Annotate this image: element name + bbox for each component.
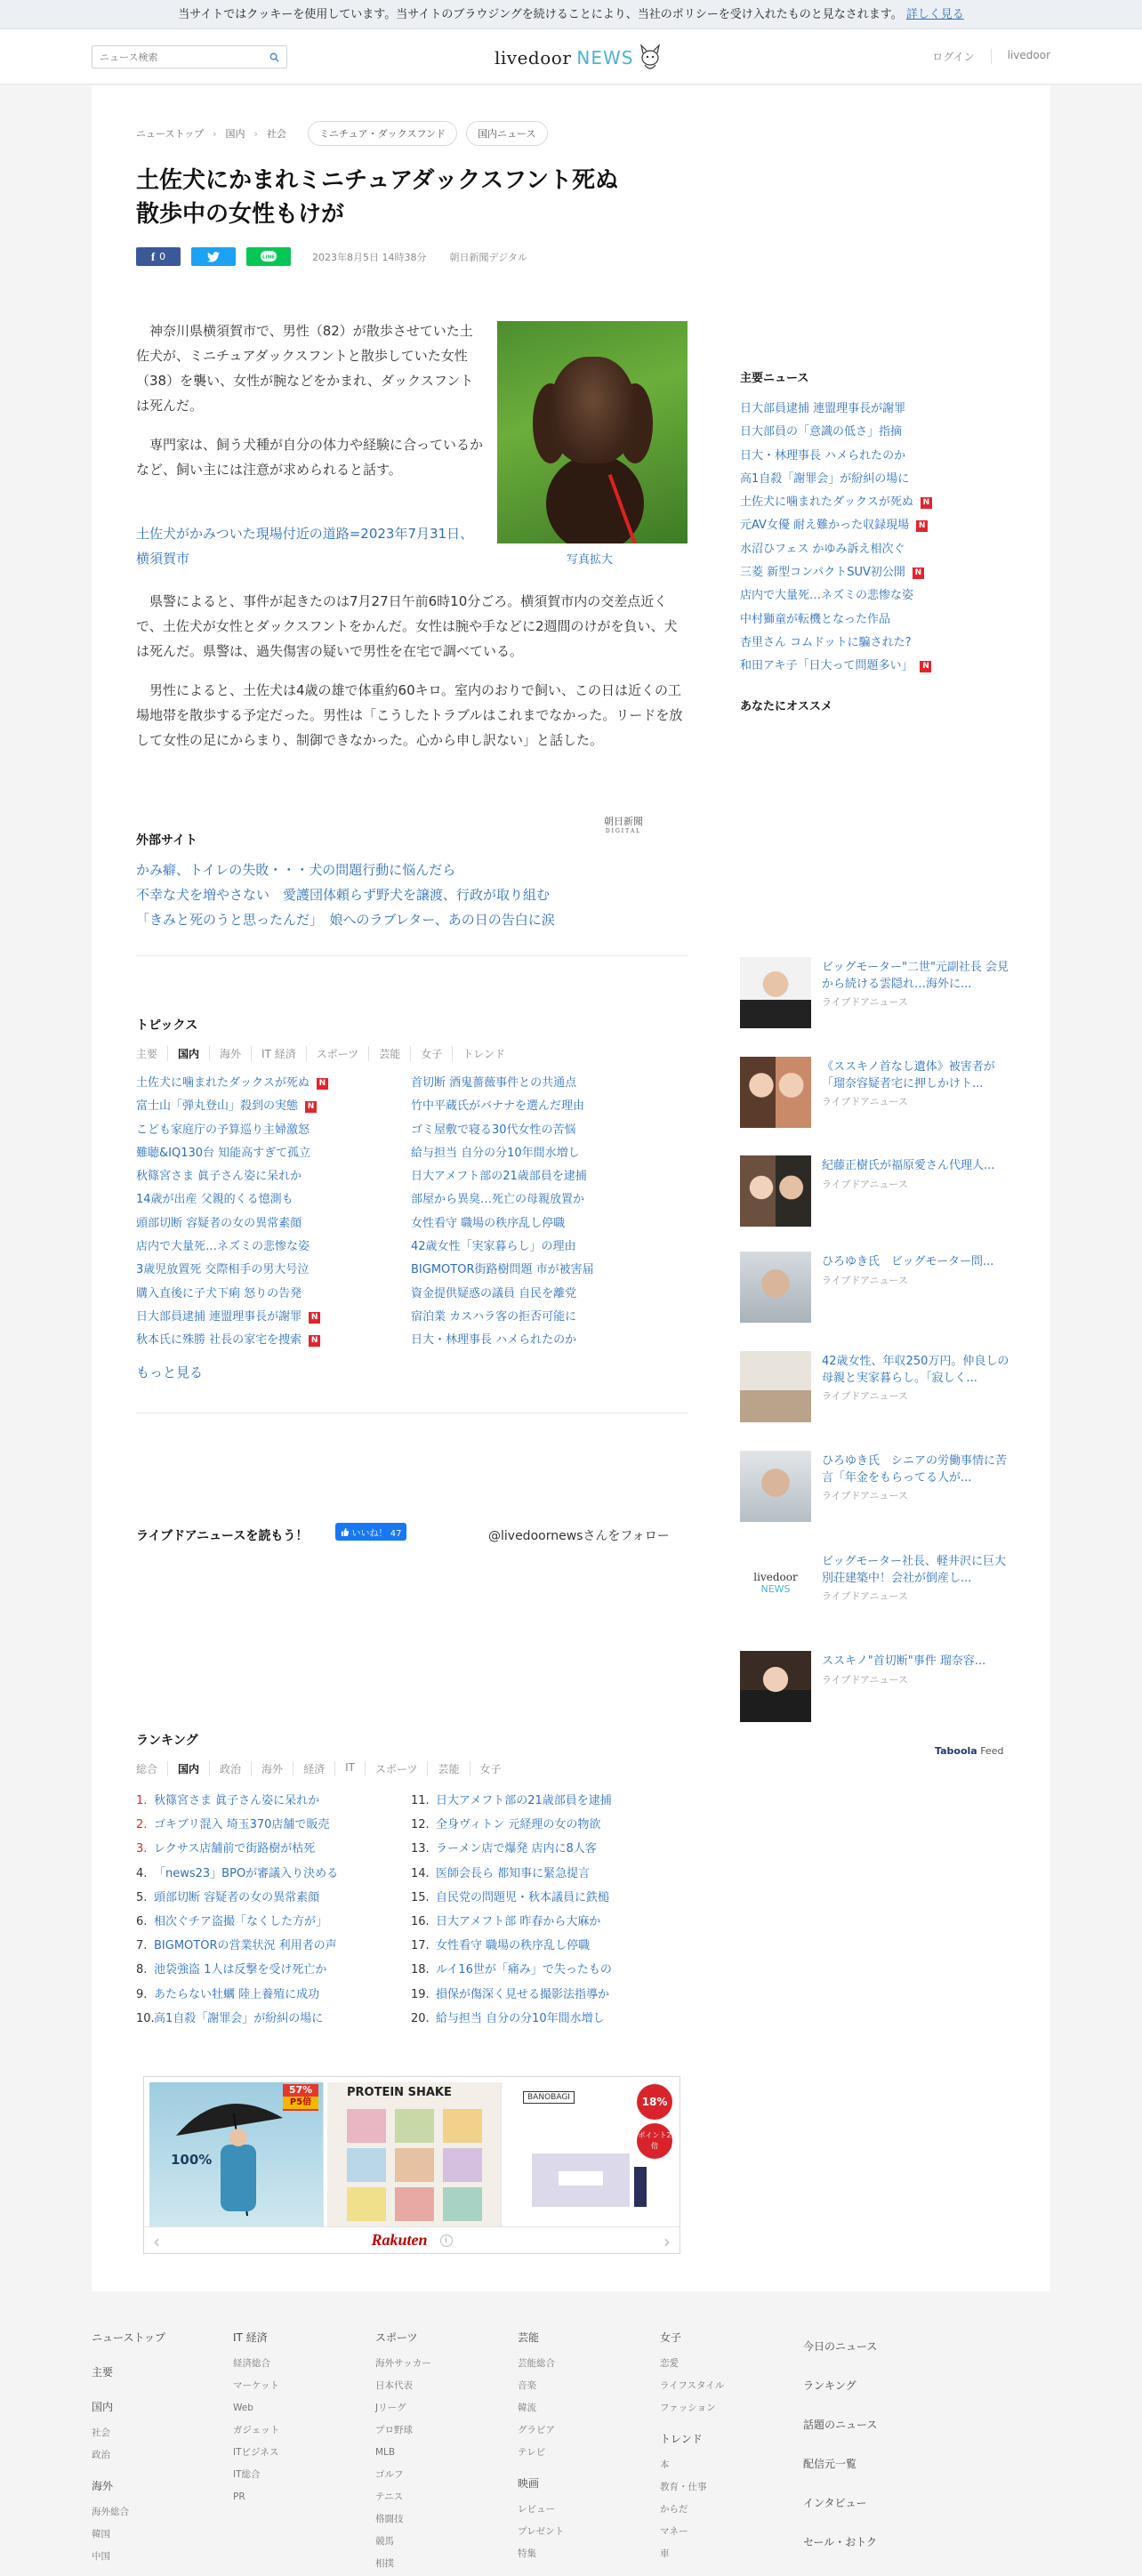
twitter-icon <box>207 252 220 262</box>
recommend-title[interactable]: ひろゆき氏 ビッグモーター問... <box>822 1255 994 1268</box>
ranking-list-right <box>411 1789 612 2031</box>
ranking-tab[interactable]: 海外 <box>251 1761 293 1776</box>
ranking-tab[interactable]: 女子 <box>470 1761 511 1776</box>
main-news-item[interactable]: 元AV女優 耐え難かった収録現場 N <box>740 514 932 537</box>
photo-zoom-link[interactable]: 写真拡大 <box>567 553 614 567</box>
ranking-number: 9. <box>136 1987 148 2001</box>
topics-tabs <box>136 1046 515 1061</box>
topic-item[interactable]: 店内で大量死…ネズミの悲惨な姿 <box>136 1240 310 1254</box>
footer-col-it: IT 経済 経済総合 マーケット Web ガジェット ITビジネス IT総合 PR <box>233 2331 280 2502</box>
ranking-item[interactable]: 20. 給与担当 自分の分10年間水増し <box>411 2007 612 2031</box>
external-link[interactable]: 「きみと死のうと思ったんだ」 娘へのラブレター、あの日の告白に涙 <box>136 912 555 928</box>
main-news-item[interactable]: 水沼ひフェス かゆみ訴え相次ぐ <box>740 542 905 556</box>
share-bar <box>136 247 527 266</box>
svg-text:LINE: LINE <box>262 254 275 260</box>
twitter-share-button[interactable] <box>191 247 236 266</box>
recommend-source: ライブドアニュース <box>822 1179 908 1190</box>
topic-item[interactable]: ゴミ屋敷で寝る30代女性の苦悩 <box>411 1123 576 1137</box>
article-paragraph: 神奈川県横須賀市で、男性（82）が散歩させていた土佐犬が、ミニチュアダックスフントと散歩していた女性（38）を襲い、女性が腕などをかまれ、ダックスフントは死んだ。 <box>136 323 474 414</box>
search-input[interactable] <box>92 46 261 68</box>
asahi-logo: 朝日新聞 DIGITAL <box>604 816 643 834</box>
new-badge-icon: N <box>317 1078 328 1090</box>
recommend-card[interactable] <box>740 1651 1016 1727</box>
facebook-share-button[interactable]: f 0 <box>136 247 181 266</box>
topics-tab[interactable]: トレンド <box>452 1046 515 1061</box>
ranking-number: 5. <box>136 1890 148 1904</box>
tag-domestic[interactable]: 国内ニュース <box>466 121 547 146</box>
ranking-item[interactable]: 5. 頭部切断 容疑者の女の異常素顔 <box>136 1886 338 1910</box>
search-button[interactable] <box>261 46 286 68</box>
ranking-item[interactable]: 17. 女性看守 職場の秩序乱し停職 <box>411 1934 612 1958</box>
footer-col-news: ニューストップ 主要 国内 社会 政治 海外 海外総合 韓国 中国 <box>92 2331 166 2562</box>
topic-item[interactable]: 購入直後に子犬下痢 怒りの告発 <box>136 1286 302 1300</box>
main-news-heading: 主要ニュース <box>740 372 809 385</box>
ad-item-protein[interactable]: PROTEIN SHAKE <box>327 2082 502 2226</box>
main-news-item[interactable]: 日大部員逮捕 連盟理事長が謝罪 <box>740 402 906 415</box>
login-link[interactable]: ログイン <box>932 51 975 63</box>
cookie-text: 当サイトではクッキーを使用しています。当サイトのブラウジングを続けることにより、当社のポリシーを受け入れたものと見なされます。 <box>178 8 903 21</box>
new-badge-icon: N <box>921 497 932 509</box>
twitter-follow-link[interactable]: @livedoornewsさんをフォロー <box>488 1529 670 1543</box>
ad-item-cosmetics[interactable]: BANOBAGI 18% ポイント2倍 <box>505 2082 680 2226</box>
breadcrumb-society[interactable]: 社会 <box>266 128 286 140</box>
topic-item[interactable]: 女性看守 職場の秩序乱し停職 <box>411 1216 566 1230</box>
breadcrumb: ニューストップ › 国内 › 社会 ミニチュア・ダックスフンド 国内ニュース <box>136 121 548 146</box>
main-news-item[interactable]: 店内で大量死…ネズミの悲惨な姿 <box>740 589 914 603</box>
topic-item[interactable]: 首切断 酒鬼薔薇事件との共通点 <box>411 1076 577 1090</box>
ranking-list-left <box>136 1789 338 2031</box>
ranking-item[interactable]: 10.高1自殺「謝罪会」が紛糾の場に <box>136 2007 338 2031</box>
topic-item[interactable]: 資金提供疑惑の議員 自民を離党 <box>411 1286 577 1300</box>
topics-heading: トピックス <box>136 1018 198 1033</box>
recommend-thumbnail[interactable] <box>740 1351 811 1422</box>
ranking-tab[interactable]: 総合 <box>136 1763 158 1775</box>
ranking-number: 16. <box>411 1915 430 1929</box>
external-links <box>136 857 555 932</box>
topic-item[interactable]: 土佐犬に噛まれたダックスが死ぬ N <box>136 1072 328 1095</box>
main-news-item[interactable]: 日大・林理事長 ハメられたのか <box>740 448 906 463</box>
article-paragraph: 専門家は、飼う犬種が自分の体力や経験に合っているかなど、飼い主には注意が求められると話す。 <box>136 437 484 478</box>
ranking-item[interactable]: 2. ゴキブリ混入 埼玉370店舗で販売 <box>136 1813 338 1837</box>
topic-item[interactable]: 秋篠宮さま 眞子さん姿に呆れか <box>136 1170 302 1184</box>
ranking-item[interactable]: 16. 日大アメフト部 昨春から大麻か <box>411 1910 612 1934</box>
topics-tab[interactable]: IT 経済 <box>251 1046 306 1061</box>
topics-tab[interactable]: 女子 <box>410 1046 452 1061</box>
ranking-number: 3. <box>136 1842 148 1856</box>
recommend-title[interactable]: 42歳女性、年収250万円。仲良しの母親と実家暮らし。「寂しく... <box>822 1355 1009 1385</box>
follow-row <box>136 1519 688 1546</box>
ranking-item[interactable]: 7. BIGMOTORの営業状況 利用者の声 <box>136 1934 338 1958</box>
external-link[interactable]: かみ癖、トイレの失敗・・・犬の問題行動に悩んだら <box>136 862 456 878</box>
new-badge-icon: N <box>309 1335 320 1347</box>
recommend-card[interactable] <box>740 957 1016 1034</box>
search-icon <box>269 52 279 62</box>
topic-item[interactable]: 給与担当 自分の分10年間水増し <box>411 1146 580 1160</box>
topics-tab-active[interactable]: 国内 <box>167 1046 209 1061</box>
article-source[interactable]: 朝日新聞デジタル <box>449 251 527 263</box>
ad-item-parasol[interactable]: 57% P5倍 100% <box>149 2082 324 2226</box>
footer-col-entertainment: 芸能 芸能総合 音楽 韓流 グラビア テレビ 映画 レビュー プレゼント 特集 <box>518 2331 565 2559</box>
new-badge-icon: N <box>920 661 931 672</box>
topic-item[interactable]: 秋本氏に殊勝 社長の家宅を捜索 N <box>136 1329 328 1352</box>
ranking-tabs <box>136 1761 511 1776</box>
protein-bags-icon <box>327 2102 502 2226</box>
ranking-number: 7. <box>136 1939 148 1953</box>
breadcrumb-top[interactable]: ニューストップ <box>136 128 205 140</box>
topic-item[interactable]: 日大・林理事長 ハメられたのか <box>411 1333 577 1348</box>
logo-news: NEWS <box>576 47 634 68</box>
topic-item[interactable]: BIGMOTOR街路樹問題 市が被害届 <box>411 1263 594 1277</box>
recommend-thumbnail[interactable] <box>740 1651 811 1722</box>
ranking-item[interactable]: 19. 損保が傷深く見せる撮影法指導か <box>411 1983 612 2007</box>
recommend-source: ライブドアニュース <box>822 996 908 1008</box>
ranking-item[interactable]: 1. 秋篠宮さま 眞子さん姿に呆れか <box>136 1789 338 1813</box>
article-lead <box>136 318 483 482</box>
photo-caption-link[interactable]: 土佐犬がかみついた現場付近の道路=2023年7月31日、横須賀市 <box>136 526 474 567</box>
ad-discount-badge: 57% P5倍 <box>283 2084 318 2111</box>
site-header <box>0 29 1142 85</box>
facebook-icon: f <box>150 249 156 263</box>
topic-item[interactable]: 日大アメフト部の21歳部員を逮捕 <box>411 1170 587 1184</box>
header-links <box>932 49 1050 64</box>
ad-footer <box>144 2226 680 2253</box>
topic-item[interactable]: 14歳が出産 父親的くる憶測も <box>136 1193 294 1207</box>
recommend-thumbnail[interactable] <box>740 1451 811 1522</box>
new-badge-icon: N <box>305 1101 317 1113</box>
recommend-source: ライブドアニュース <box>822 1590 908 1602</box>
recommend-title[interactable]: ススキノ"首切断"事件 瑠奈容... <box>822 1654 986 1668</box>
recommend-heading: あなたにオススメ <box>740 700 832 713</box>
ad-info-icon[interactable]: i <box>440 2234 453 2247</box>
recommend-card[interactable] <box>740 1351 1016 1428</box>
ranking-tab[interactable]: IT <box>334 1761 365 1776</box>
breadcrumb-domestic[interactable]: 国内 <box>225 128 245 140</box>
ranking-number: 20. <box>411 2011 430 2025</box>
recommend-source: ライブドアニュース <box>822 1390 908 1402</box>
recommend-title[interactable]: ビッグモーター社長、軽井沢に巨大別荘建築中！会社が倒産し... <box>822 1555 1006 1585</box>
ranking-number: 11. <box>411 1794 430 1807</box>
topic-item[interactable]: 富士山「弾丸登山」殺到の実態 N <box>136 1095 328 1118</box>
topic-item[interactable]: 頭部切断 容疑者の女の異常素顔 <box>136 1216 302 1230</box>
recommend-source: ライブドアニュース <box>822 1490 908 1501</box>
line-share-button[interactable] <box>246 247 291 266</box>
ranking-number: 4. <box>136 1866 148 1880</box>
new-badge-icon: N <box>913 568 924 579</box>
main-news-item[interactable]: 土佐犬に噛まれたダックスが死ぬ N <box>740 491 932 514</box>
recommend-card[interactable] <box>740 1451 1016 1527</box>
new-badge-icon: N <box>309 1312 320 1324</box>
topic-item[interactable]: 3歳児放置死 交際相手の男大号泣 <box>136 1263 310 1277</box>
main-news-item[interactable]: 三菱 新型コンパクトSUV初公開 N <box>740 561 932 584</box>
main-news-item[interactable]: 日大部員の「意識の低さ」指摘 <box>740 425 903 439</box>
thumbs-up-icon <box>341 1528 349 1536</box>
article-paragraph: 県警によると、事件が起きたのは7月27日午前6時10分ごろ。横須賀市内の交差点近くで、土佐犬が女性とダックスフントをかんだ。女性は腕や手などに2週間のけがを負い、犬は死んだ。県警は、過失傷害の疑いで男性を在宅で調べている。 <box>136 593 678 659</box>
livedoor-link[interactable]: livedoor <box>991 49 1050 64</box>
recommend-card[interactable] <box>740 1155 1016 1232</box>
recommend-card[interactable] <box>740 1252 1016 1328</box>
article-photo[interactable] <box>497 321 688 543</box>
site-footer <box>0 2291 1142 2576</box>
recommend-source: ライブドアニュース <box>822 1275 908 1286</box>
ranking-item[interactable]: 11. 日大アメフト部の21歳部員を逮捕 <box>411 1789 612 1813</box>
ranking-number: 6. <box>136 1915 148 1929</box>
rakuten-logo[interactable]: Rakuten <box>371 2231 428 2249</box>
topic-item[interactable]: 42歳女性「実家暮らし」の理由 <box>411 1240 576 1254</box>
main-news-item[interactable]: 中村獅童が転機となった作品 <box>740 612 891 626</box>
ranking-number: 12. <box>411 1818 430 1832</box>
livedoor-news-logo: livedoor NEWS <box>753 1571 798 1595</box>
ranking-item[interactable]: 8. 池袋強盗 1人は反撃を受け死亡か <box>136 1958 338 1982</box>
main-news-item[interactable]: 高1自殺「謝罪会」が紛糾の場に <box>740 471 910 486</box>
page-container <box>92 85 1050 2291</box>
topic-item[interactable]: 難聴&IQ130台 知能高すぎて孤立 <box>136 1146 311 1160</box>
recommend-title[interactable]: 《ススキノ首なし遺体》被害者が「瑠奈容疑者宅に押しかけト... <box>822 1060 995 1091</box>
ranking-number: 19. <box>411 1987 430 2001</box>
ranking-number: 18. <box>411 1963 430 1977</box>
mascot-icon <box>639 43 662 73</box>
article-title: 土佐犬にかまれミニチュアダックスフント死ぬ 散歩中の女性もけが <box>136 167 619 228</box>
search-box <box>92 45 287 68</box>
ad-prev-arrow[interactable]: ‹ <box>153 2231 160 2252</box>
taboola-feed-label[interactable]: Taboola Feed <box>935 1745 1004 1757</box>
ranking-number: 13. <box>411 1842 430 1856</box>
rakuten-ad <box>143 2076 680 2254</box>
logo-livedoor: livedoor <box>495 47 572 68</box>
recommend-source: ライブドアニュース <box>822 1674 908 1686</box>
topics-more-link[interactable]: もっと見る <box>136 1364 204 1381</box>
topic-item[interactable]: 竹中平蔵氏がバナナを選んだ理由 <box>411 1099 585 1114</box>
recommend-thumbnail[interactable] <box>740 1252 811 1323</box>
main-news-list <box>740 398 932 679</box>
ad-next-arrow[interactable]: › <box>663 2231 671 2252</box>
line-icon <box>261 251 277 263</box>
ranking-item[interactable]: 18. ルイ16世が「痛み」で失ったもの <box>411 1958 612 1982</box>
recommend-title[interactable]: ビッグモーター"二世"元副社長 会見から続ける雲隠れ…海外に... <box>822 961 1009 991</box>
cookie-more-link[interactable]: 詳しく見る <box>905 8 964 21</box>
site-logo[interactable] <box>495 42 662 74</box>
follow-label: ライブドアニュースを読もう！ <box>136 1529 309 1543</box>
recommend-thumbnail[interactable] <box>740 1551 811 1622</box>
recommend-title[interactable]: 紀藤正樹氏が福原愛さん代理人... <box>822 1159 995 1172</box>
ranking-tab[interactable]: スポーツ <box>365 1761 428 1776</box>
ranking-number: 10. <box>136 2011 155 2025</box>
facebook-like-button[interactable]: いいね！ 47 <box>335 1523 406 1541</box>
topics-list-left <box>136 1072 328 1353</box>
ranking-heading: ランキング <box>136 1734 198 1748</box>
ranking-item[interactable]: 12. 全身ヴィトン 元経理の女の物欲 <box>411 1813 612 1837</box>
article-paragraph: 男性によると、土佐犬は4歳の雄で体重約60キロ。室内のおりで飼い、この日は近くの工場地帯を散歩する予定だった。男性は「こうしたトラブルはこれまでなかった。リードを放して女性の足にからまり、制御できなかった。心から申し訳ない」と話した。 <box>136 682 683 748</box>
new-badge-icon: N <box>916 520 928 532</box>
ranking-item[interactable]: 13. ラーメン店で爆発 店内に8人客 <box>411 1837 612 1861</box>
ranking-item[interactable]: 14. 医師会長ら 都知事に緊急提言 <box>411 1862 612 1886</box>
article-body <box>136 589 688 753</box>
ranking-number: 2. <box>136 1818 148 1832</box>
topics-tab[interactable]: スポーツ <box>306 1046 369 1061</box>
topic-item[interactable]: 部屋から異臭…死亡の母親放置か <box>411 1193 585 1207</box>
topic-item[interactable]: 宿泊業 カスハラ客の拒否可能に <box>411 1309 577 1324</box>
ranking-item[interactable]: 15. 自民党の問題児・秋本議員に鉄槌 <box>411 1886 612 1910</box>
footer-col-sports: スポーツ 海外サッカー 日本代表 Jリーグ プロ野球 MLB ゴルフ テニス 格闘技 競馬 相撲 <box>375 2331 431 2569</box>
recommend-card[interactable] <box>740 1057 1016 1133</box>
recommend-source: ライブドアニュース <box>822 1096 908 1107</box>
recommend-card[interactable] <box>740 1551 1016 1628</box>
publish-date: 2023年8月5日 14時38分 <box>312 251 427 263</box>
topics-tab[interactable]: 主要 <box>136 1048 158 1060</box>
ranking-number: 17. <box>411 1939 430 1953</box>
ranking-number: 8. <box>136 1963 148 1977</box>
footer-col-links: 今日のニュース ランキング 話題のニュース 配信元一覧 インタビュー セール・おトク <box>803 2340 878 2548</box>
tag-dachshund[interactable]: ミニチュア・ダックスフンド <box>308 121 457 146</box>
ranking-number: 15. <box>411 1890 430 1904</box>
ranking-number: 1. <box>136 1794 148 1807</box>
topics-tab[interactable]: 芸能 <box>368 1046 410 1061</box>
ranking-tab-active[interactable]: 国内 <box>167 1761 209 1776</box>
ranking-tab[interactable]: 政治 <box>209 1761 251 1776</box>
ranking-item[interactable]: 6. 相次ぐチア盗撮「なくした方が」 <box>136 1910 338 1934</box>
recommend-thumbnail[interactable] <box>740 957 811 1028</box>
main-news-item[interactable]: 和田アキ子「日大って問題多い」 N <box>740 655 932 678</box>
cookie-banner <box>0 0 1142 29</box>
ranking-tab[interactable]: 芸能 <box>427 1761 469 1776</box>
recommend-thumbnail[interactable] <box>740 1057 811 1128</box>
external-heading: 外部サイト <box>136 833 198 848</box>
ranking-tab[interactable]: 経済 <box>293 1761 334 1776</box>
footer-col-women: 女子 恋愛 ライフスタイル ファッション トレンド 本 教育・仕事 からだ マネー 車 <box>660 2331 725 2559</box>
topic-item[interactable]: こども家庭庁の予算巡り主婦激怒 <box>136 1123 310 1137</box>
topics-list-right <box>411 1072 594 1353</box>
ranking-item[interactable]: 9. あたらない牡蠣 陸上養殖に成功 <box>136 1983 338 2007</box>
recommend-thumbnail[interactable] <box>740 1155 811 1227</box>
recommend-title[interactable]: ひろゆき氏 シニアの労働事情に苦言「年金をもらってる人が... <box>822 1454 1008 1485</box>
ranking-item[interactable]: 4. 「news23」BPOが審議入り決める <box>136 1862 338 1886</box>
external-link[interactable]: 不幸な犬を増やさない 愛護団体頼らず野犬を譲渡、行政が取り組む <box>136 887 551 903</box>
ranking-item[interactable]: 3. レクサス店舗前で街路樹が枯死 <box>136 1837 338 1861</box>
ranking-number: 14. <box>411 1866 430 1880</box>
main-news-item[interactable]: 杏里さん コムドットに騙された? <box>740 635 912 649</box>
topics-tab[interactable]: 海外 <box>209 1046 251 1061</box>
topic-item[interactable]: 日大部員逮捕 連盟理事長が謝罪 N <box>136 1306 328 1329</box>
